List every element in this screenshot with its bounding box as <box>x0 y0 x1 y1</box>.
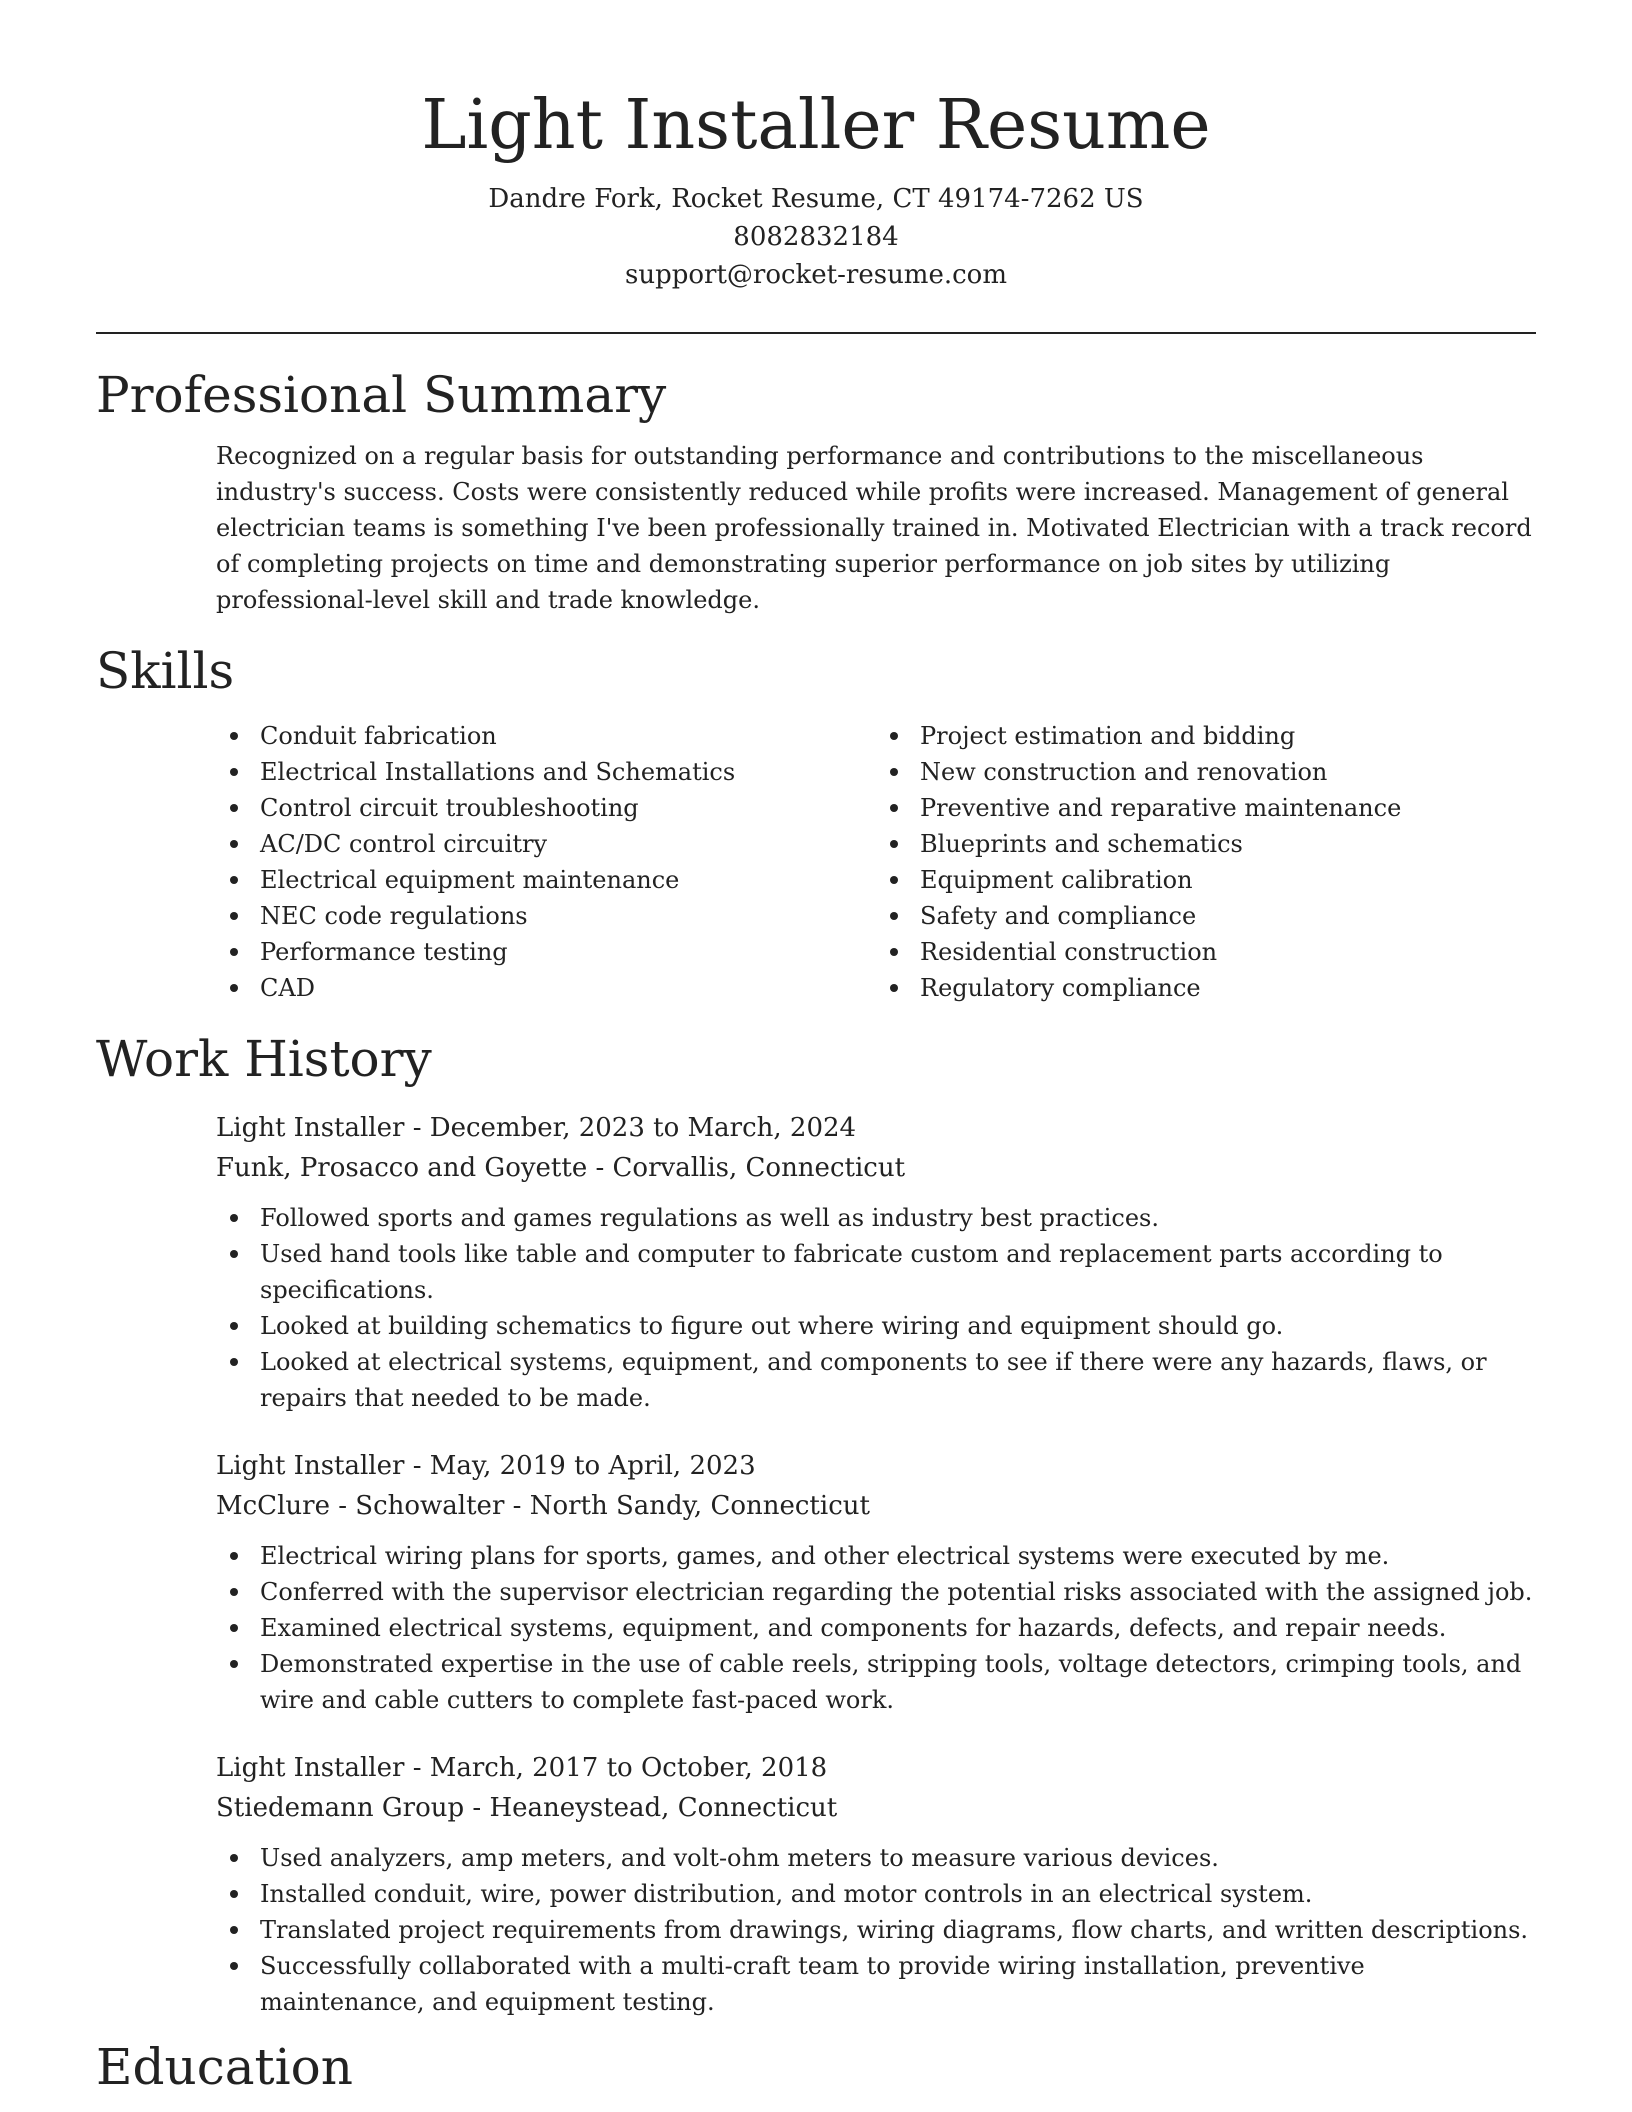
job-duties <box>216 1840 1536 2020</box>
work-history-section <box>96 1028 1536 2020</box>
job-duties <box>216 1538 1536 1718</box>
work-history-heading: Work History <box>96 1030 432 1088</box>
job-company-line <box>216 1148 1536 1188</box>
skills-column-left <box>216 718 876 1006</box>
job-duty-item: Successfully collaborated with a multi-craft team to provide wiring installation, preventive maintenance, and equipment testing. <box>260 1948 1536 2020</box>
job-company-line <box>216 1788 1536 1828</box>
contact-address: Dandre Fork, Rocket Resume, CT 49174-7262 US <box>488 184 1144 214</box>
job-duty-item: Translated project requirements from drawings, wiring diagrams, flow charts, and written descriptions. <box>260 1912 1536 1948</box>
summary-section <box>96 364 1536 618</box>
contact-email: support@rocket-resume.com <box>624 260 1007 290</box>
skill-item: Project estimation and bidding <box>920 718 1536 754</box>
education-heading: Education <box>96 2038 353 2096</box>
job-location: - Heaneystead, Connecticut <box>464 1793 838 1823</box>
job-entry <box>216 1446 1536 1718</box>
skill-item: Electrical equipment maintenance <box>260 862 876 898</box>
job-duty-item: Demonstrated expertise in the use of cable reels, stripping tools, voltage detectors, crimping tools, and wire and cable cutters to complete fast-paced work. <box>260 1646 1536 1718</box>
job-title-line <box>216 1108 1536 1148</box>
job-dates: - May, 2019 to April, 2023 <box>404 1451 756 1481</box>
job-duty-item: Looked at electrical systems, equipment, and components to see if there were any hazards, flaws, or repairs that needed to be made. <box>260 1344 1536 1416</box>
resume-title: Light Installer Resume <box>421 86 1211 165</box>
job-duty-item: Electrical wiring plans for sports, games, and other electrical systems were executed by me. <box>260 1538 1536 1574</box>
skill-item: NEC code regulations <box>260 898 876 934</box>
skill-item: AC/DC control circuitry <box>260 826 876 862</box>
skills-section <box>96 640 1536 1006</box>
skill-item: Preventive and reparative maintenance <box>920 790 1536 826</box>
job-duty-item: Conferred with the supervisor electrician regarding the potential risks associated with the assigned job. <box>260 1574 1536 1610</box>
job-duty-item: Installed conduit, wire, power distribution, and motor controls in an electrical system. <box>260 1876 1536 1912</box>
skill-item: Conduit fabrication <box>260 718 876 754</box>
skill-item: Residential construction <box>920 934 1536 970</box>
skill-item: Regulatory compliance <box>920 970 1536 1006</box>
skill-item: New construction and renovation <box>920 754 1536 790</box>
summary-heading: Professional Summary <box>96 366 667 424</box>
job-dates: - March, 2017 to October, 2018 <box>404 1753 828 1783</box>
education-section <box>96 2036 1536 2098</box>
skill-item: Electrical Installations and Schematics <box>260 754 876 790</box>
contact-info <box>96 180 1536 294</box>
job-duties <box>216 1200 1536 1416</box>
skill-item: Control circuit troubleshooting <box>260 790 876 826</box>
skill-item: Equipment calibration <box>920 862 1536 898</box>
summary-text: Recognized on a regular basis for outstanding performance and contributions to the miscellaneous industry's success. Costs were consistently reduced while profits were increased. Management of general electrician teams is something I've been professionally trained in. Motivated Electrician with a track record of completing projects on time and demonstrating superior performance on job sites by utilizing professional-level skill and trade knowledge. <box>216 442 1532 614</box>
job-company: Funk, Prosacco and Goyette <box>216 1153 588 1183</box>
job-duty-item: Followed sports and games regulations as well as industry best practices. <box>260 1200 1536 1236</box>
job-dates: - December, 2023 to March, 2024 <box>404 1113 857 1143</box>
header-divider <box>96 332 1536 334</box>
job-location: - North Sandy, Connecticut <box>504 1491 870 1521</box>
resume-page <box>96 0 1536 2098</box>
job-title-line <box>216 1446 1536 1486</box>
skills-column-right <box>876 718 1536 1006</box>
skill-item: Blueprints and schematics <box>920 826 1536 862</box>
job-location: - Corvallis, Connecticut <box>587 1153 906 1183</box>
skill-item: Performance testing <box>260 934 876 970</box>
job-duty-item: Used analyzers, amp meters, and volt-ohm meters to measure various devices. <box>260 1840 1536 1876</box>
job-company-line <box>216 1486 1536 1526</box>
skills-grid <box>216 718 1536 1006</box>
job-title: Light Installer <box>216 1753 405 1783</box>
job-title-line <box>216 1748 1536 1788</box>
job-entry <box>216 1748 1536 2020</box>
job-company: Stiedemann Group <box>216 1793 465 1823</box>
job-title: Light Installer <box>216 1451 405 1481</box>
contact-phone: 8082832184 <box>733 222 899 252</box>
skill-item: CAD <box>260 970 876 1006</box>
skills-heading: Skills <box>96 642 235 700</box>
skill-item: Safety and compliance <box>920 898 1536 934</box>
resume-header <box>96 0 1536 294</box>
job-duty-item: Looked at building schematics to figure out where wiring and equipment should go. <box>260 1308 1536 1344</box>
job-duty-item: Used hand tools like table and computer to fabricate custom and replacement parts according to specifications. <box>260 1236 1536 1308</box>
job-entry <box>216 1108 1536 1416</box>
job-company: McClure - Schowalter <box>216 1491 505 1521</box>
job-title: Light Installer <box>216 1113 405 1143</box>
job-duty-item: Examined electrical systems, equipment, and components for hazards, defects, and repair needs. <box>260 1610 1536 1646</box>
